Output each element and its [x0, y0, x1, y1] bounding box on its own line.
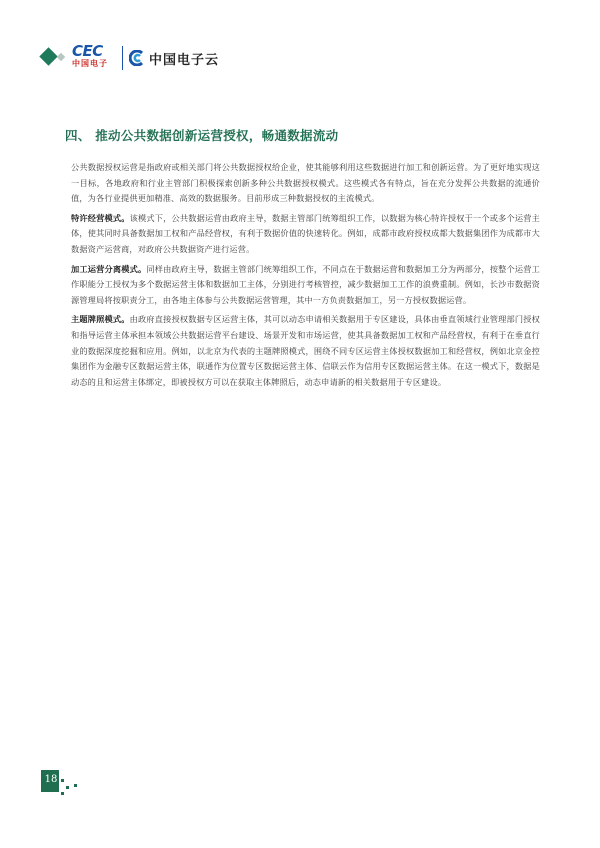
footer-dot	[66, 786, 69, 789]
paragraph-license-mode	[71, 312, 540, 390]
paragraph-text: 同样由政府主导，数据主管部门统筹组织工作，不同点在于数据运营和数据加工分为两部分，按整个运营工作职能分工授权为多个数据运营主体和数据加工主体，分别进行考核管控，减少数据加工工作的浪费重制。例如，长沙市数据资源管理局将按职责分工，由各地主体参与公共数据运营管理，其中一方负责数据加工，另一方授权数据运营。	[71, 263, 540, 305]
paragraph-lead: 主题牌照模式。	[71, 314, 130, 325]
paragraph-intro	[71, 160, 540, 207]
footer-dot	[61, 792, 64, 795]
page-header	[0, 0, 600, 80]
diamond-icon	[39, 47, 57, 65]
page-number: 18	[44, 774, 58, 785]
body-content	[71, 160, 540, 394]
footer-dot	[74, 784, 77, 787]
paragraph-text: 公共数据授权运营是指政府或相关部门将公共数据授权给企业，使其能够利用这些数据进行加工和创新运营。为了更好地实现这一目标，各地政府和行业主管部门积极探索创新多种公共数据授权模式。这些模式各有特点，旨在充分发挥公共数据的流通价值，为各行业提供更加精准、高效的数据服务。目前形成三种数据授权的主流模式。	[71, 162, 540, 204]
paragraph-text: 由政府直接授权数据专区运营主体，其可以动态申请相关数据用于专区建设，具体由垂直领域行业管理部门授权和指导运营主体承担本领域公共数据运营平台建设、场景开发和市场运营，使其具备数据加工权和产品经营权，有利于在垂直行业的数据深度挖掘和应用。例如，以北京为代表的主题牌照模式，围绕不同专区运营主体授权数据加工和经营权，例如北京金控集团作为金融专区数据运营主体，联通作为位置专区数据运营主体、信联云作为信用专区数据运营主体。在这一模式下，数据是动态的且和运营主体绑定，即被授权方可以在获取主体牌照后，动态申请新的相关数据用于专区建设。	[71, 314, 540, 387]
paragraph-text: 该模式下，公共数据运营由政府主导，数据主管部门统筹组织工作，以数据为核心特许授权于一个或多个运营主体，使其同时具备数据加工权和产品经营权，有利于数据价值的快速转化。例如，成都市政府授权成都大数据集团作为成都市大数据资产运营商，对政府公共数据资产进行运营。	[71, 212, 540, 254]
cec-logo-text: CEC	[72, 42, 103, 60]
cloud-logo-text: 中国电子云	[149, 53, 220, 68]
section-title: 四、 推动公共数据创新运营授权，畅通数据流动	[65, 128, 339, 143]
paragraph-lead: 加工运营分离模式。	[71, 263, 147, 274]
paragraph-separation-mode	[71, 262, 540, 309]
logo-divider	[122, 46, 123, 70]
footer-dot	[61, 779, 64, 782]
cec-logo	[72, 44, 116, 74]
paragraph-franchise-mode	[71, 211, 540, 258]
cec-logo-subtext: 中国电子	[72, 59, 108, 68]
cloud-logo-icon	[129, 50, 147, 66]
paragraph-lead: 特许经营模式。	[71, 212, 130, 223]
diamond-small-icon	[57, 53, 65, 61]
